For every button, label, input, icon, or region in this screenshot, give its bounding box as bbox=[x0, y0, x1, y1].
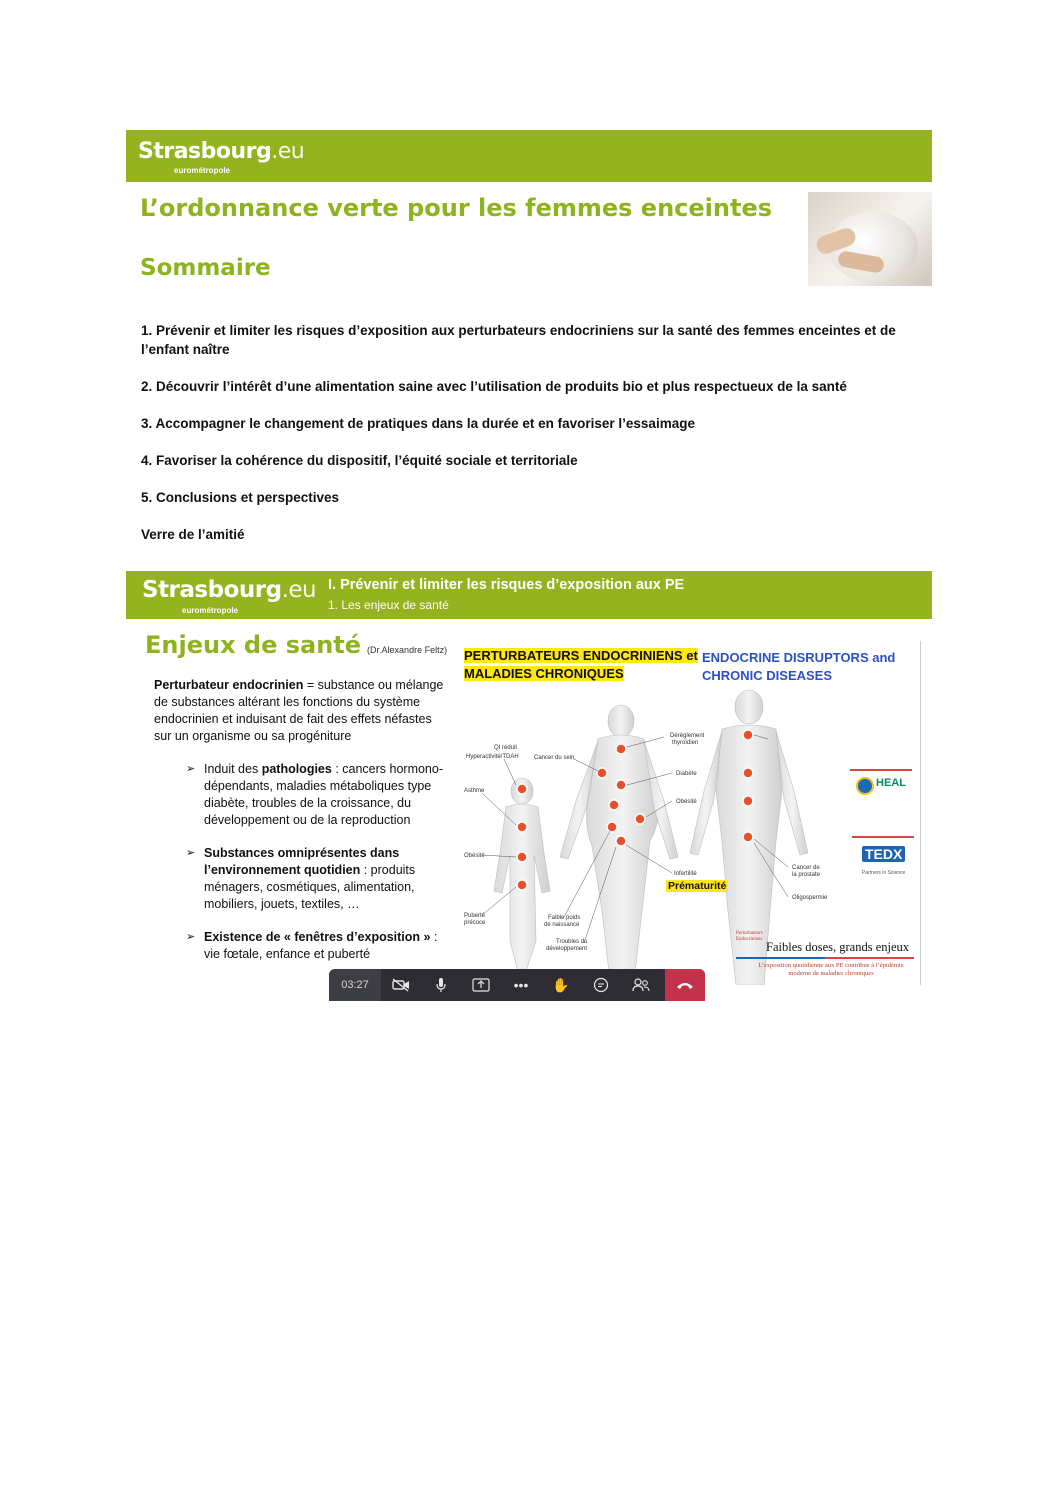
camera-off-icon[interactable] bbox=[381, 969, 421, 1001]
section-heading: Sommaire bbox=[140, 255, 271, 281]
endocrine-disruptors-figure bbox=[464, 641, 922, 985]
header-band bbox=[126, 130, 932, 182]
people-icon[interactable] bbox=[621, 969, 661, 1001]
figure-title-en: ENDOCRINE DISRUPTORS and CHRONIC DISEASES bbox=[702, 650, 896, 683]
prematurite-label: Prématurité bbox=[668, 880, 727, 892]
label-infertilite: Infertilité bbox=[674, 871, 697, 877]
table-of-contents bbox=[141, 321, 901, 562]
slide-summary bbox=[126, 130, 932, 550]
arrow-icon: ➢ bbox=[186, 931, 196, 943]
toc-item: 5. Conclusions et perspectives bbox=[141, 490, 340, 505]
label-asthme: Asthme bbox=[464, 788, 485, 794]
microphone-icon[interactable] bbox=[421, 969, 461, 1001]
header-band bbox=[126, 571, 932, 619]
section-subtitle: 1. Les enjeux de santé bbox=[328, 598, 449, 612]
divider bbox=[920, 641, 921, 985]
globe-icon bbox=[856, 777, 874, 795]
label-prostate: la prostate bbox=[792, 872, 821, 878]
arrow-icon: ➢ bbox=[186, 763, 196, 775]
slide-title: Enjeux de santé (Dr.Alexandre Feltz) bbox=[145, 631, 448, 659]
label-cancer-sein: Cancer du sein bbox=[534, 755, 575, 761]
bullet-item: ➢ Substances omniprésentes dans l’environnement quotidien : produits ménagers, cosmétiques, alimentation, mobiliers, jouets, textiles, … bbox=[186, 846, 416, 911]
label-troubles: Troubles du bbox=[556, 939, 588, 945]
toc-item: Verre de l’amitié bbox=[141, 527, 245, 542]
label-faible-poids: Faible poids bbox=[548, 915, 581, 921]
label-oligospermie: Oligospermie bbox=[792, 895, 828, 901]
author: (Dr.Alexandre Feltz) bbox=[367, 645, 448, 655]
label-naissance: de naissance bbox=[544, 922, 580, 928]
hang-up-icon[interactable] bbox=[665, 969, 705, 1001]
heal-logo: HEAL bbox=[850, 769, 912, 805]
figure-title-fr: PERTURBATEURS ENDOCRINIENS et MALADIES CHRONIQUES bbox=[464, 648, 698, 681]
pe-mini-title: Perturbateurs Endocriniens bbox=[736, 931, 763, 942]
faibles-doses-note: L’exposition quotidienne aux PE contribue à l’épidémie moderne de maladies chroniques bbox=[758, 962, 904, 977]
slide-enjeux-sante bbox=[126, 571, 932, 1001]
divider bbox=[736, 957, 914, 959]
child-silhouette bbox=[494, 778, 550, 971]
label-puberte: Puberté bbox=[464, 913, 486, 919]
toc-item: 3. Accompagner le changement de pratiques dans la durée et en favoriser l’essaimage bbox=[141, 416, 695, 431]
label-tdah: Hyperactivité/TDAH bbox=[466, 754, 519, 760]
label-precoce: précoce bbox=[464, 920, 486, 926]
pregnant-woman-photo bbox=[808, 192, 932, 286]
raise-hand-icon[interactable]: ✋ bbox=[552, 976, 570, 993]
bullet-item: ➢ Existence de « fenêtres d’exposition » : vie fœtale, enfance et puberté bbox=[186, 930, 438, 961]
definition: Perturbateur endocrinien = substance ou mélange de substances altérant les fonctions du système endocrinien et induisant de fait des effets néfastes sur un organisme ou sa progéniture bbox=[154, 678, 444, 743]
label-cancer-de: Cancer de bbox=[792, 865, 820, 871]
chat-icon[interactable] bbox=[581, 969, 621, 1001]
faibles-doses-title: Faibles doses, grands enjeux bbox=[766, 940, 910, 954]
label-diabete: Diabète bbox=[676, 771, 697, 777]
toc-item: 1. Prévenir et limiter les risques d’exposition aux perturbateurs endocriniens sur la santé des femmes enceintes et de l’enfant naître bbox=[141, 323, 896, 357]
toc-item: 2. Découvrir l’intérêt d’une alimentation saine avec l’utilisation de produits bio et plus respectueux de la santé bbox=[141, 379, 847, 394]
call-timer: 03:27 bbox=[329, 969, 381, 1001]
bullet-item: ➢ Induit des pathologies : cancers hormono-dépendants, maladies métaboliques type diabète, troubles de la croissance, du développement ou de la reproduction bbox=[186, 762, 444, 827]
section-title: I. Prévenir et limiter les risques d’exposition aux PE bbox=[328, 577, 685, 593]
body-silhouettes bbox=[464, 641, 922, 985]
label-obesite-child: Obésité bbox=[464, 853, 485, 859]
label-thyroidien: thyroïdien bbox=[672, 740, 699, 746]
toc-item: 4. Favoriser la cohérence du dispositif, l’équité sociale et territoriale bbox=[141, 453, 578, 468]
more-icon[interactable]: ••• bbox=[513, 977, 529, 993]
page-title: L’ordonnance verte pour les femmes enceintes bbox=[140, 194, 773, 222]
share-screen-icon[interactable] bbox=[461, 969, 501, 1001]
arrow-icon: ➢ bbox=[186, 847, 196, 859]
meeting-toolbar bbox=[329, 969, 705, 1001]
label-developpement: développement bbox=[546, 946, 588, 952]
strasbourg-logo: Strasbourg.eu eurométropole bbox=[142, 577, 317, 615]
strasbourg-logo: Strasbourg.eu eurométropole bbox=[138, 139, 305, 175]
label-dereglement: Dérèglement bbox=[670, 733, 705, 739]
tedx-logo: TEDX Partners in Science bbox=[852, 836, 914, 888]
slide-text bbox=[154, 677, 444, 979]
label-obesite: Obésité bbox=[676, 799, 697, 805]
label-qi: QI réduit bbox=[494, 745, 518, 751]
